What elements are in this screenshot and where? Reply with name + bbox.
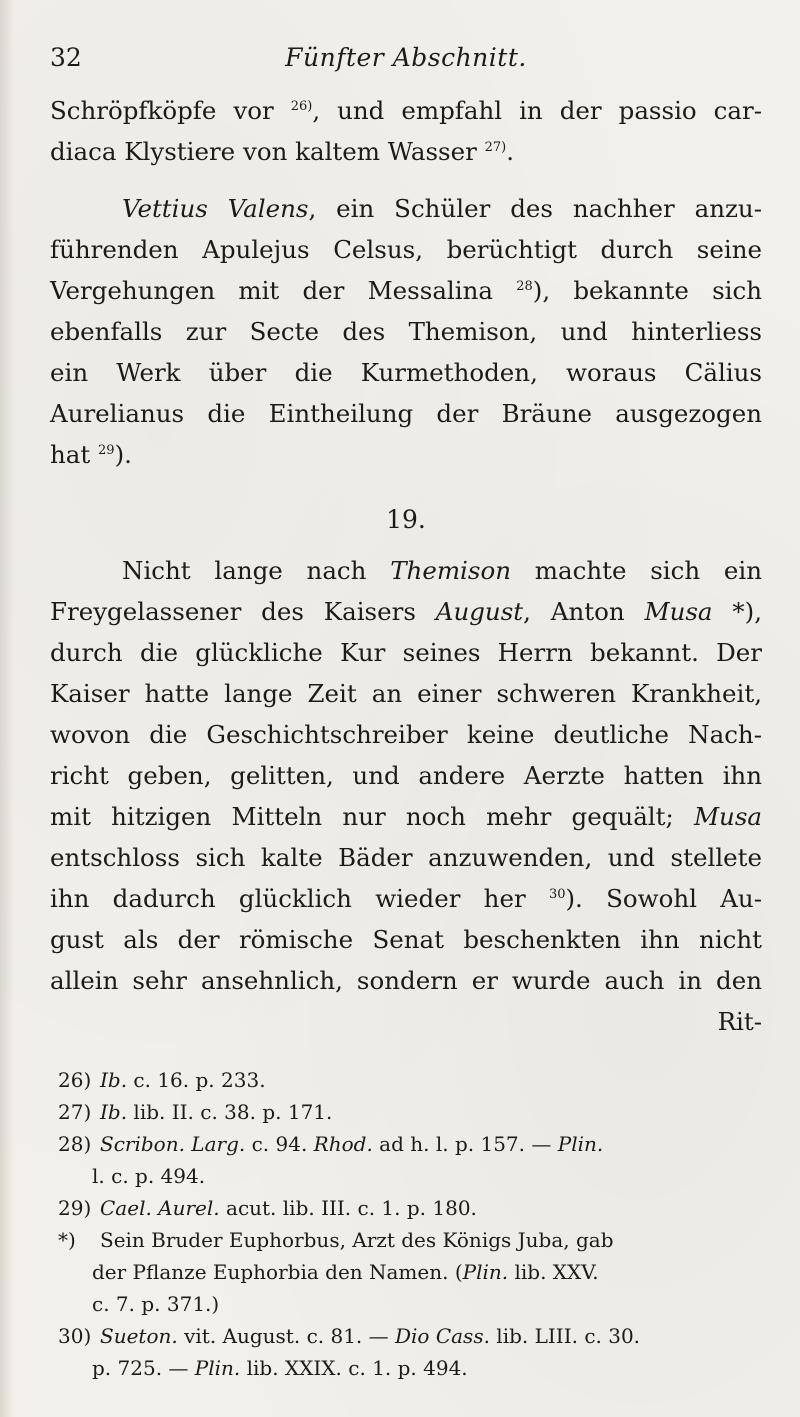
footnote-reference: 30 [548, 886, 566, 902]
text-line: Freygelassener des Kaisers August, Anton Musa *), [50, 597, 762, 626]
italic-span: Plin. [194, 1356, 241, 1380]
section-number: 19. [386, 505, 426, 534]
text-line: Kaiser hatte lange Zeit an einer schweren Krankheit, [50, 679, 762, 708]
text-line: Nicht lange nach Themison machte sich ein [122, 556, 762, 585]
text-line: Vettius Valens, ein Schüler des nachher anzu- [122, 194, 762, 223]
italic-span: Ib. [100, 1068, 128, 1092]
body-text [50, 90, 762, 1042]
footnote-text: p. 725. — Plin. lib. XXIX. c. 1. p. 494. [92, 1356, 468, 1380]
footnote-continuation [50, 1256, 762, 1288]
footnote [50, 1320, 762, 1352]
footnote-continuation [50, 1288, 762, 1320]
footnote-continuation [50, 1160, 762, 1192]
italic-span: Themison [390, 556, 511, 585]
running-title: Fünfter Abschnitt. [285, 43, 527, 72]
footnote-mark: 26) [58, 1068, 92, 1092]
text-line: hat $^{29}$). [50, 440, 132, 469]
text-line: ihn dadurch glücklich wieder her $^{30}$). Sowohl Au- [50, 884, 762, 913]
italic-span: Vettius Valens [122, 194, 309, 223]
text-line: entschloss sich kalte Bäder anzuwenden, und stellete [50, 843, 762, 872]
footnotes [50, 1064, 762, 1384]
footnote [50, 1064, 762, 1096]
italic-span: Plin. [462, 1260, 509, 1284]
text-line: führenden Apulejus Celsus, berüchtigt durch seine [50, 235, 762, 264]
italic-span: August [435, 597, 524, 626]
footnote-reference: 27) [484, 139, 507, 155]
footnote-text: Cael. Aurel. acut. lib. III. c. 1. p. 180. [100, 1196, 477, 1220]
text-line: diaca Klystiere von kaltem Wasser $^{27)}$. [50, 137, 515, 166]
text-line: mit hitzigen Mitteln nur noch mehr gequält; Musa [50, 802, 762, 831]
page-edge-shadow [0, 0, 14, 1417]
footnote [50, 1128, 762, 1160]
footnote-mark: 28) [58, 1132, 92, 1156]
footnote-mark: *) [58, 1228, 76, 1252]
text-line: richt geben, gelitten, und andere Aerzte hatten ihn [50, 761, 762, 790]
footnote-mark: 27) [58, 1100, 92, 1124]
text-line: durch die glückliche Kur seines Herrn bekannt. Der [50, 638, 762, 667]
footnote-reference: 26) [290, 98, 313, 114]
catchword: Rit- [717, 1007, 762, 1036]
page-number: 32 [50, 43, 82, 72]
italic-span: Musa [693, 802, 762, 831]
text-line: gust als der römische Senat beschenkten ihn nicht [50, 925, 762, 954]
footnote-text: Sueton. vit. August. c. 81. — Dio Cass. lib. LIII. c. 30. [100, 1324, 641, 1348]
footnote-mark: 30) [58, 1324, 92, 1348]
footnote-text: der Pflanze Euphorbia den Namen. (Plin. lib. XXV. [92, 1260, 599, 1284]
footnote-text: c. 7. p. 371.) [92, 1292, 220, 1316]
footnote-text: Scribon. Larg. c. 94. Rhod. ad h. l. p. 157. — Plin. [100, 1132, 604, 1156]
text-line: Schröpfköpfe vor $^{26)}$, und empfahl in der passio car- [50, 96, 762, 125]
italic-span: Scribon. Larg. [100, 1132, 246, 1156]
text-line: Aurelianus die Eintheilung der Bräune ausgezogen [50, 399, 762, 428]
text-line: ebenfalls zur Secte des Themison, und hinterliess [50, 317, 762, 346]
text-line: Vergehungen mit der Messalina $^{28}$), bekannte sich [50, 276, 762, 305]
text-line: wovon die Geschichtschreiber keine deutliche Nach- [50, 720, 762, 749]
italic-span: Plin. [557, 1132, 604, 1156]
paragraph-gap [50, 172, 762, 188]
italic-span: Sueton. [100, 1324, 178, 1348]
italic-span: Rhod. [313, 1132, 373, 1156]
footnote-mark: 29) [58, 1196, 92, 1220]
italic-span: Cael. Aurel. [100, 1196, 220, 1220]
footnote [50, 1192, 762, 1224]
footnote-text: Sein Bruder Euphorbus, Arzt des Königs Juba, gab [100, 1228, 614, 1252]
italic-span: Musa [644, 597, 713, 626]
footnote-text: l. c. p. 494. [92, 1164, 206, 1188]
footnote-reference: 28 [516, 278, 533, 294]
footnote [50, 1224, 762, 1256]
running-head [50, 34, 762, 82]
italic-span: Ib. [100, 1100, 128, 1124]
text-line: allein sehr ansehnlich, sondern er wurde auch in den [50, 966, 762, 995]
text-line: ein Werk über die Kurmethoden, woraus Cälius [50, 358, 762, 387]
footnote-continuation [50, 1352, 762, 1384]
footnote [50, 1096, 762, 1128]
footnote-text: Ib. lib. II. c. 38. p. 171. [100, 1100, 333, 1124]
footnote-text: Ib. c. 16. p. 233. [100, 1068, 266, 1092]
italic-span: Dio Cass. [395, 1324, 490, 1348]
footnote-reference: 29 [98, 442, 115, 458]
